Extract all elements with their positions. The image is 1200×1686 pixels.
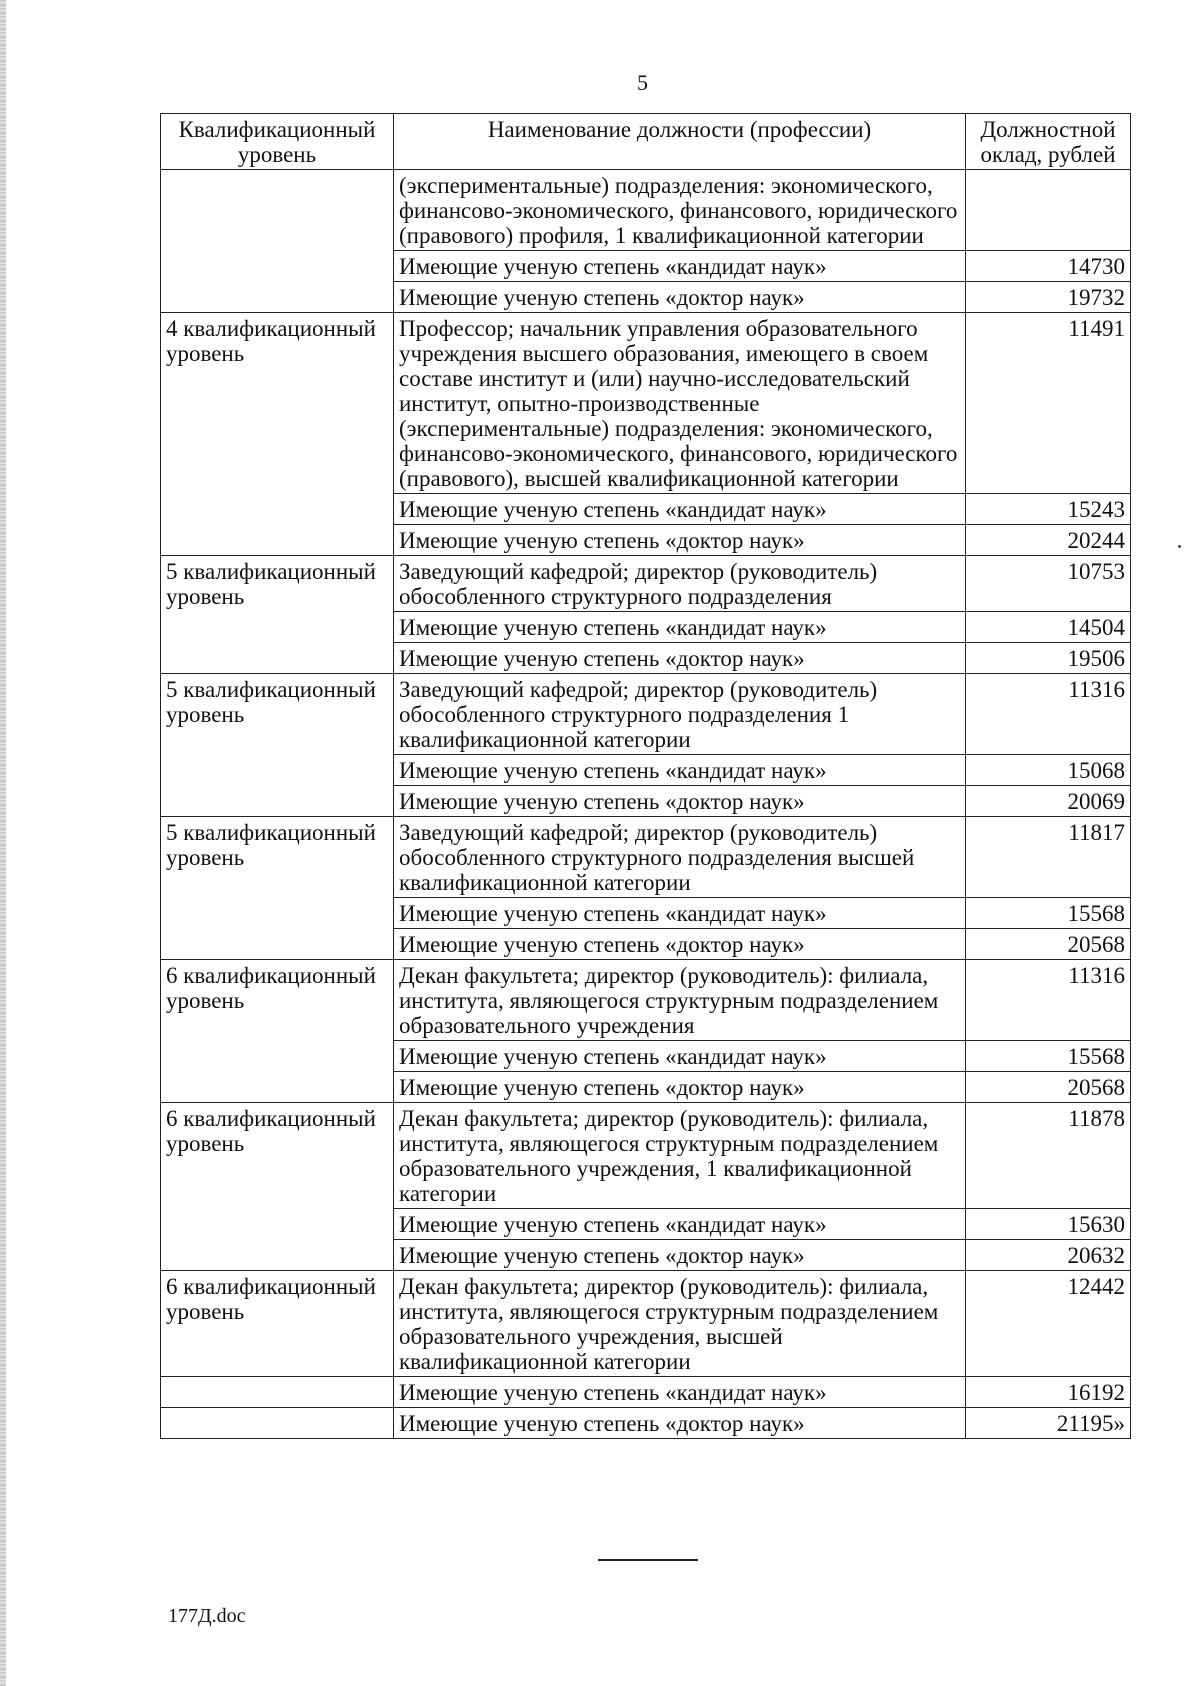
footer-rule [598, 1559, 698, 1561]
cell-position: Декан факультета; директор (руководитель): филиала, института, являющегося структурным подразделением образовательного учреждения, высшей квалификационной категории [394, 1271, 966, 1377]
cell-salary: 20568 [966, 1072, 1131, 1103]
cell-salary: 11491 [966, 313, 1131, 494]
salary-table-header [161, 114, 1131, 170]
cell-salary: 19732 [966, 282, 1131, 313]
table-row [161, 1271, 1131, 1377]
cell-position: Имеющие ученую степень «доктор наук» [394, 525, 966, 556]
cell-salary [966, 170, 1131, 251]
cell-position: Имеющие ученую степень «доктор наук» [394, 643, 966, 674]
table-row [161, 817, 1131, 898]
cell-salary: 11316 [966, 960, 1131, 1041]
cell-position: Имеющие ученую степень «доктор наук» [394, 1072, 966, 1103]
cell-salary: 14504 [966, 612, 1131, 643]
salary-table-body [161, 170, 1131, 1439]
cell-salary: 15068 [966, 755, 1131, 786]
document-filename: 177Д.doc [168, 1605, 246, 1627]
cell-position: Имеющие ученую степень «кандидат наук» [394, 1209, 966, 1240]
cell-salary: 15568 [966, 898, 1131, 929]
cell-position: (экспериментальные) подразделения: экономического, финансово-экономического, финансового, юридического (правового) профиля, 1 квалификационной категории [394, 170, 966, 251]
scan-speck [1178, 545, 1181, 548]
cell-salary: 16192 [966, 1377, 1131, 1408]
cell-salary: 15630 [966, 1209, 1131, 1240]
cell-position: Имеющие ученую степень «доктор наук» [394, 786, 966, 817]
cell-salary: 11878 [966, 1103, 1131, 1209]
cell-position: Имеющие ученую степень «кандидат наук» [394, 251, 966, 282]
cell-level: 5 квалификационный уровень [161, 817, 394, 960]
cell-position: Имеющие ученую степень «доктор наук» [394, 1408, 966, 1439]
cell-salary: 20632 [966, 1240, 1131, 1271]
cell-salary: 12442 [966, 1271, 1131, 1377]
cell-level: 6 квалификационный уровень [161, 1103, 394, 1271]
cell-position: Имеющие ученую степень «кандидат наук» [394, 1041, 966, 1072]
cell-position: Декан факультета; директор (руководитель): филиала, института, являющегося структурным подразделением образовательного учреждения [394, 960, 966, 1041]
cell-position: Имеющие ученую степень «кандидат наук» [394, 1377, 966, 1408]
cell-level [161, 170, 394, 313]
scan-edge-artifact [0, 0, 6, 1686]
table-row [161, 674, 1131, 755]
table-row [161, 1408, 1131, 1439]
cell-level: 4 квалификационный уровень [161, 313, 394, 556]
page-number: 5 [637, 70, 648, 95]
header-level: Квалификационный уровень [161, 114, 394, 170]
cell-salary: 11817 [966, 817, 1131, 898]
table-row [161, 170, 1131, 251]
cell-position: Профессор; начальник управления образовательного учреждения высшего образования, имеющего в своем составе институт и (или) научно-исследовательский институт, опытно-производственные (экспериментальные) подразделения: экономического, финансово-экономического, финансового, юридического (правового), высшей квалификационной категории [394, 313, 966, 494]
cell-position: Имеющие ученую степень «доктор наук» [394, 1240, 966, 1271]
cell-salary: 21195» [966, 1408, 1131, 1439]
cell-salary: 14730 [966, 251, 1131, 282]
table-row [161, 960, 1131, 1041]
cell-salary: 11316 [966, 674, 1131, 755]
cell-position: Имеющие ученую степень «кандидат наук» [394, 755, 966, 786]
cell-salary: 20568 [966, 929, 1131, 960]
cell-position: Заведующий кафедрой; директор (руководитель) обособленного структурного подразделения 1 квалификационной категории [394, 674, 966, 755]
header-salary: Должностной оклад, рублей [966, 114, 1131, 170]
header-position: Наименование должности (профессии) [394, 114, 966, 170]
cell-salary: 19506 [966, 643, 1131, 674]
table-row [161, 1377, 1131, 1408]
cell-salary: 15568 [966, 1041, 1131, 1072]
cell-salary: 10753 [966, 556, 1131, 612]
table-row [161, 313, 1131, 494]
salary-table [160, 113, 1131, 1439]
cell-salary: 15243 [966, 494, 1131, 525]
table-row [161, 556, 1131, 612]
cell-level: 6 квалификационный уровень [161, 960, 394, 1103]
cell-position: Декан факультета; директор (руководитель): филиала, института, являющегося структурным подразделением образовательного учреждения, 1 квалификационной категории [394, 1103, 966, 1209]
cell-level: 5 квалификационный уровень [161, 674, 394, 817]
cell-position: Заведующий кафедрой; директор (руководитель) обособленного структурного подразделения [394, 556, 966, 612]
cell-salary: 20244 [966, 525, 1131, 556]
cell-position: Имеющие ученую степень «кандидат наук» [394, 612, 966, 643]
cell-position: Имеющие ученую степень «кандидат наук» [394, 494, 966, 525]
cell-level: 6 квалификационный уровень [161, 1271, 394, 1377]
cell-salary: 20069 [966, 786, 1131, 817]
cell-position: Имеющие ученую степень «доктор наук» [394, 929, 966, 960]
header-row [161, 114, 1131, 170]
table-row [161, 1103, 1131, 1209]
cell-level: 5 квалификационный уровень [161, 556, 394, 674]
cell-level [161, 1408, 394, 1439]
cell-position: Имеющие ученую степень «доктор наук» [394, 282, 966, 313]
cell-position: Имеющие ученую степень «кандидат наук» [394, 898, 966, 929]
cell-position: Заведующий кафедрой; директор (руководитель) обособленного структурного подразделения высшей квалификационной категории [394, 817, 966, 898]
cell-level [161, 1377, 394, 1408]
